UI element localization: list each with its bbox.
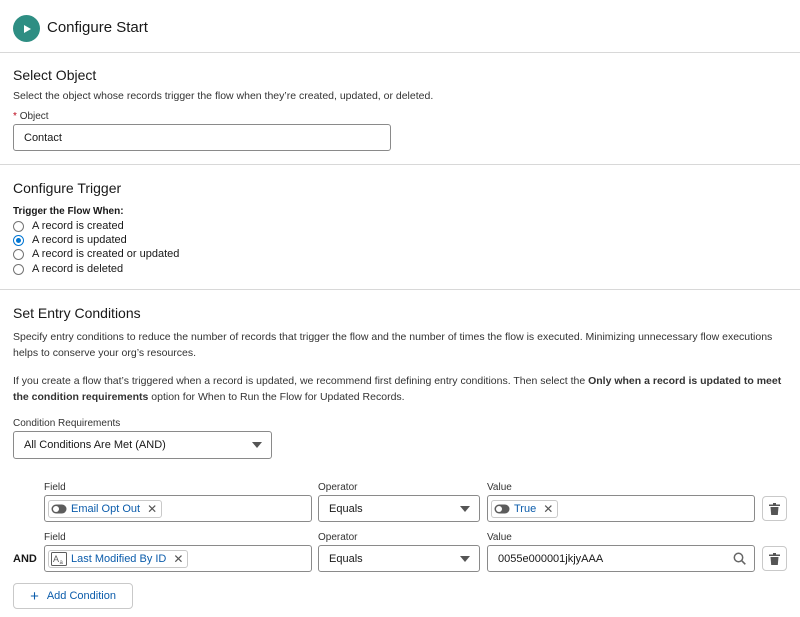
value-label: Value: [487, 482, 512, 493]
radio-button[interactable]: [13, 264, 24, 275]
configure-trigger-title: Configure Trigger: [13, 180, 122, 196]
radio-option-updated[interactable]: [13, 234, 127, 246]
remove-field-icon[interactable]: ✕: [147, 501, 158, 516]
search-icon[interactable]: [733, 552, 746, 565]
condition-requirements-select[interactable]: [13, 431, 272, 459]
object-input-value: Contact: [24, 131, 62, 144]
radio-option-deleted[interactable]: [13, 263, 123, 275]
entry-conditions-title: Set Entry Conditions: [13, 305, 141, 321]
plus-icon: +: [30, 587, 39, 605]
value-input[interactable]: [487, 495, 755, 522]
radio-label: A record is updated: [32, 234, 127, 246]
value-label: Value: [487, 532, 512, 543]
radio-option-created-or-updated[interactable]: [13, 248, 179, 260]
delete-condition-button[interactable]: [762, 546, 787, 571]
value-input[interactable]: [487, 545, 755, 572]
value-text: 0055e000001jkjyAAA: [498, 552, 604, 565]
field-input[interactable]: [44, 545, 312, 572]
object-label-text: Object: [19, 111, 49, 122]
select-object-help: Select the object whose records trigger the flow when they’re created, updated, or deleted.: [13, 90, 434, 102]
field-label: Field: [44, 482, 66, 493]
field-input[interactable]: [44, 495, 312, 522]
field-pill[interactable]: [48, 500, 162, 518]
object-label: [13, 111, 49, 122]
operator-select[interactable]: [318, 545, 480, 572]
text-field-icon: [51, 552, 67, 566]
radio-label: A record is created or updated: [32, 248, 180, 260]
and-prefix: AND: [13, 553, 37, 565]
toggle-icon: [51, 504, 67, 514]
chevron-down-icon: [252, 442, 262, 448]
radio-button-selected[interactable]: [13, 235, 24, 246]
field-pill-label: Email Opt Out: [71, 502, 141, 515]
operator-select[interactable]: [318, 495, 480, 522]
radio-button[interactable]: [13, 249, 24, 260]
chevron-down-icon: [460, 506, 470, 512]
divider: [0, 289, 800, 290]
condition-requirements-label: Condition Requirements: [13, 418, 121, 429]
object-input[interactable]: [13, 124, 391, 151]
radio-option-created[interactable]: [13, 220, 124, 232]
operator-value: Equals: [329, 502, 363, 515]
recommendation-text-end: option for When to Run the Flow for Updated Records.: [148, 390, 405, 403]
recommendation-bold-text: Only when a record is updated to meet the condition requirements: [13, 375, 782, 403]
trigger-label: Trigger the Flow When:: [13, 206, 124, 217]
page-title: Configure Start: [47, 19, 148, 36]
field-pill-label: Last Modified By ID: [71, 552, 167, 565]
svg-text:A: A: [53, 553, 60, 564]
divider: [0, 164, 800, 165]
recommendation-text: If you create a flow that’s triggered when a record is updated, we recommend first defining entry conditions. Then select the: [13, 375, 589, 387]
entry-conditions-recommendation: [13, 374, 788, 405]
remove-field-icon[interactable]: ✕: [173, 551, 184, 566]
add-condition-label: Add Condition: [46, 590, 116, 602]
remove-value-icon[interactable]: ✕: [543, 501, 554, 516]
select-object-title: Select Object: [13, 67, 97, 83]
value-pill[interactable]: [491, 500, 558, 518]
svg-text:a: a: [59, 559, 63, 566]
condition-requirements-value: All Conditions Are Met (AND): [24, 439, 166, 451]
delete-condition-button[interactable]: [762, 496, 787, 521]
field-pill[interactable]: [48, 550, 188, 568]
divider: [0, 52, 800, 53]
field-label: Field: [44, 532, 66, 543]
chevron-down-icon: [460, 556, 470, 562]
add-condition-button[interactable]: [13, 583, 133, 609]
required-mark: *: [13, 111, 17, 122]
operator-label: Operator: [318, 482, 358, 493]
trash-icon: [769, 503, 780, 515]
radio-label: A record is deleted: [32, 263, 124, 275]
toggle-icon: [494, 504, 510, 514]
value-pill-label: True: [514, 502, 537, 515]
radio-button[interactable]: [13, 221, 24, 232]
operator-label: Operator: [318, 532, 358, 543]
flow-start-icon: [13, 15, 40, 42]
radio-label: A record is created: [32, 220, 124, 232]
trash-icon: [769, 553, 780, 565]
entry-conditions-help: Specify entry conditions to reduce the number of records that trigger the flow and the number of times the flow is executed. Minimizing unnecessary flow executions helps to conserve your org’s resources.: [13, 331, 773, 359]
operator-value: Equals: [329, 552, 363, 565]
